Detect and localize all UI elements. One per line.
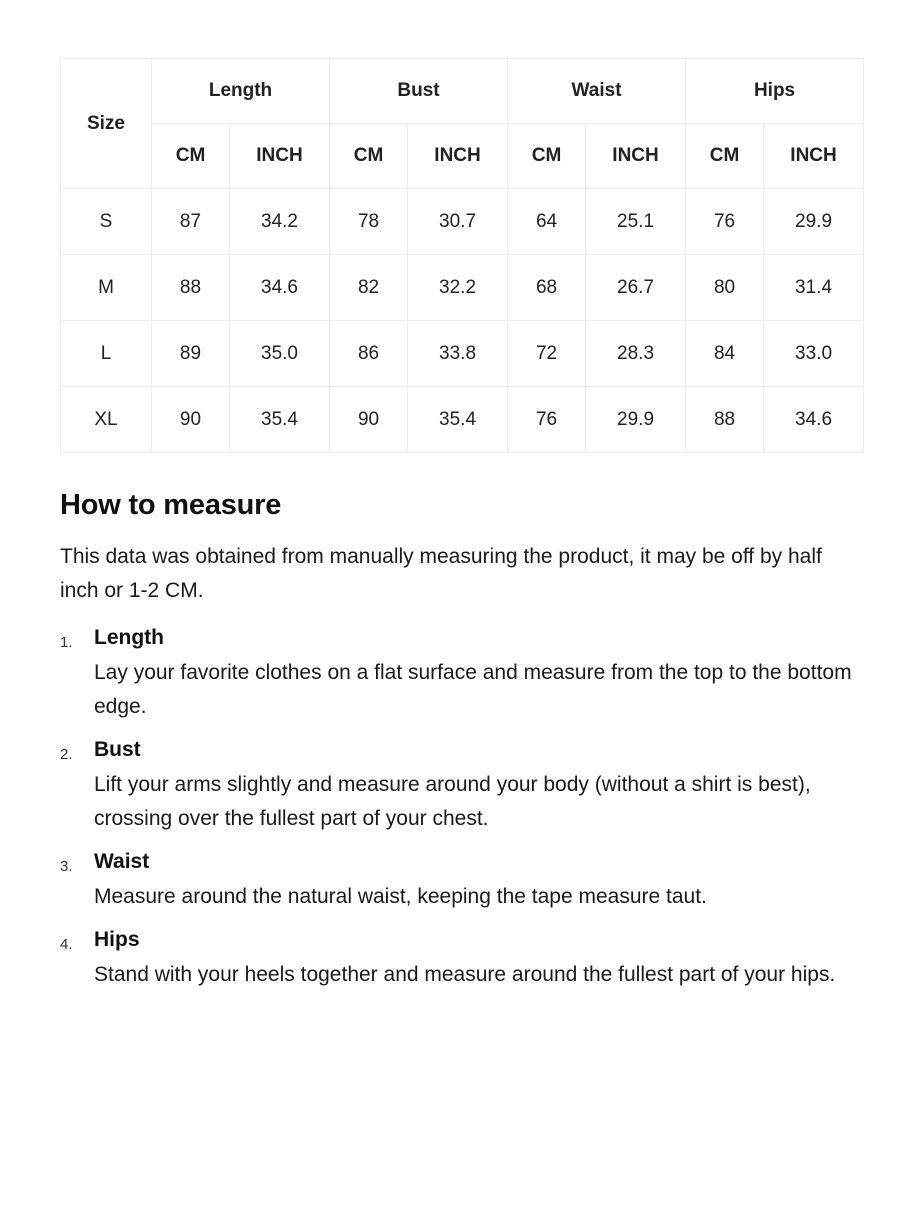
step-title-hips: Hips [94, 928, 140, 952]
how-to-measure-steps [60, 626, 860, 992]
cell-bust-cm: 78 [330, 189, 408, 255]
step-body-length: Lay your favorite clothes on a flat surface and measure from the top to the bottom edge. [94, 661, 852, 719]
cell-waist-cm: 64 [508, 189, 586, 255]
cell-hips-cm: 88 [686, 387, 764, 453]
list-item [94, 928, 860, 992]
cell-length-inch: 35.0 [230, 321, 330, 387]
list-item [94, 626, 860, 724]
column-header-length-cm: CM [152, 124, 230, 189]
cell-hips-inch: 33.0 [764, 321, 864, 387]
step-title-bust: Bust [94, 738, 141, 762]
column-group-waist: Waist [508, 59, 686, 124]
column-header-bust-inch: INCH [408, 124, 508, 189]
cell-length-cm: 87 [152, 189, 230, 255]
cell-hips-inch: 29.9 [764, 189, 864, 255]
cell-hips-cm: 80 [686, 255, 764, 321]
cell-length-inch: 34.6 [230, 255, 330, 321]
how-to-measure-title: How to measure [60, 489, 282, 521]
cell-length-cm: 88 [152, 255, 230, 321]
column-header-waist-inch: INCH [586, 124, 686, 189]
table-row [61, 321, 864, 387]
column-header-waist-cm: CM [508, 124, 586, 189]
column-header-length-inch: INCH [230, 124, 330, 189]
cell-waist-inch: 26.7 [586, 255, 686, 321]
table-row [61, 255, 864, 321]
column-header-hips-cm: CM [686, 124, 764, 189]
step-body-bust: Lift your arms slightly and measure around your body (without a shirt is best), crossing over the fullest part of your chest. [94, 773, 811, 831]
size-chart-table [60, 58, 864, 453]
column-group-length: Length [152, 59, 330, 124]
cell-length-cm: 90 [152, 387, 230, 453]
table-row [61, 387, 864, 453]
column-group-hips: Hips [686, 59, 864, 124]
list-item [94, 738, 860, 836]
cell-bust-inch: 35.4 [408, 387, 508, 453]
cell-waist-inch: 28.3 [586, 321, 686, 387]
cell-waist-cm: 72 [508, 321, 586, 387]
cell-bust-cm: 82 [330, 255, 408, 321]
step-body-waist: Measure around the natural waist, keeping the tape measure taut. [94, 885, 707, 909]
cell-length-inch: 34.2 [230, 189, 330, 255]
step-title-length: Length [94, 626, 164, 650]
cell-waist-inch: 29.9 [586, 387, 686, 453]
cell-size: L [61, 321, 152, 387]
table-body [61, 189, 864, 453]
step-body-hips: Stand with your heels together and measure around the fullest part of your hips. [94, 963, 836, 987]
column-header-hips-inch: INCH [764, 124, 864, 189]
cell-length-cm: 89 [152, 321, 230, 387]
list-item [94, 850, 860, 914]
step-title-waist: Waist [94, 850, 150, 874]
cell-bust-inch: 32.2 [408, 255, 508, 321]
how-to-measure-intro: This data was obtained from manually measuring the product, it may be off by half inch or 1-2 CM. [60, 545, 822, 603]
cell-hips-inch: 31.4 [764, 255, 864, 321]
cell-bust-inch: 33.8 [408, 321, 508, 387]
table-group-header-row [61, 59, 864, 124]
table-unit-header-row [61, 124, 864, 189]
cell-length-inch: 35.4 [230, 387, 330, 453]
column-group-bust: Bust [330, 59, 508, 124]
cell-bust-cm: 90 [330, 387, 408, 453]
cell-size: M [61, 255, 152, 321]
column-header-size: Size [61, 59, 152, 189]
table-row [61, 189, 864, 255]
cell-bust-inch: 30.7 [408, 189, 508, 255]
cell-waist-cm: 76 [508, 387, 586, 453]
cell-size: S [61, 189, 152, 255]
cell-waist-inch: 25.1 [586, 189, 686, 255]
cell-bust-cm: 86 [330, 321, 408, 387]
column-header-bust-cm: CM [330, 124, 408, 189]
cell-size: XL [61, 387, 152, 453]
cell-hips-cm: 76 [686, 189, 764, 255]
table-header [61, 59, 864, 189]
cell-hips-cm: 84 [686, 321, 764, 387]
cell-hips-inch: 34.6 [764, 387, 864, 453]
cell-waist-cm: 68 [508, 255, 586, 321]
